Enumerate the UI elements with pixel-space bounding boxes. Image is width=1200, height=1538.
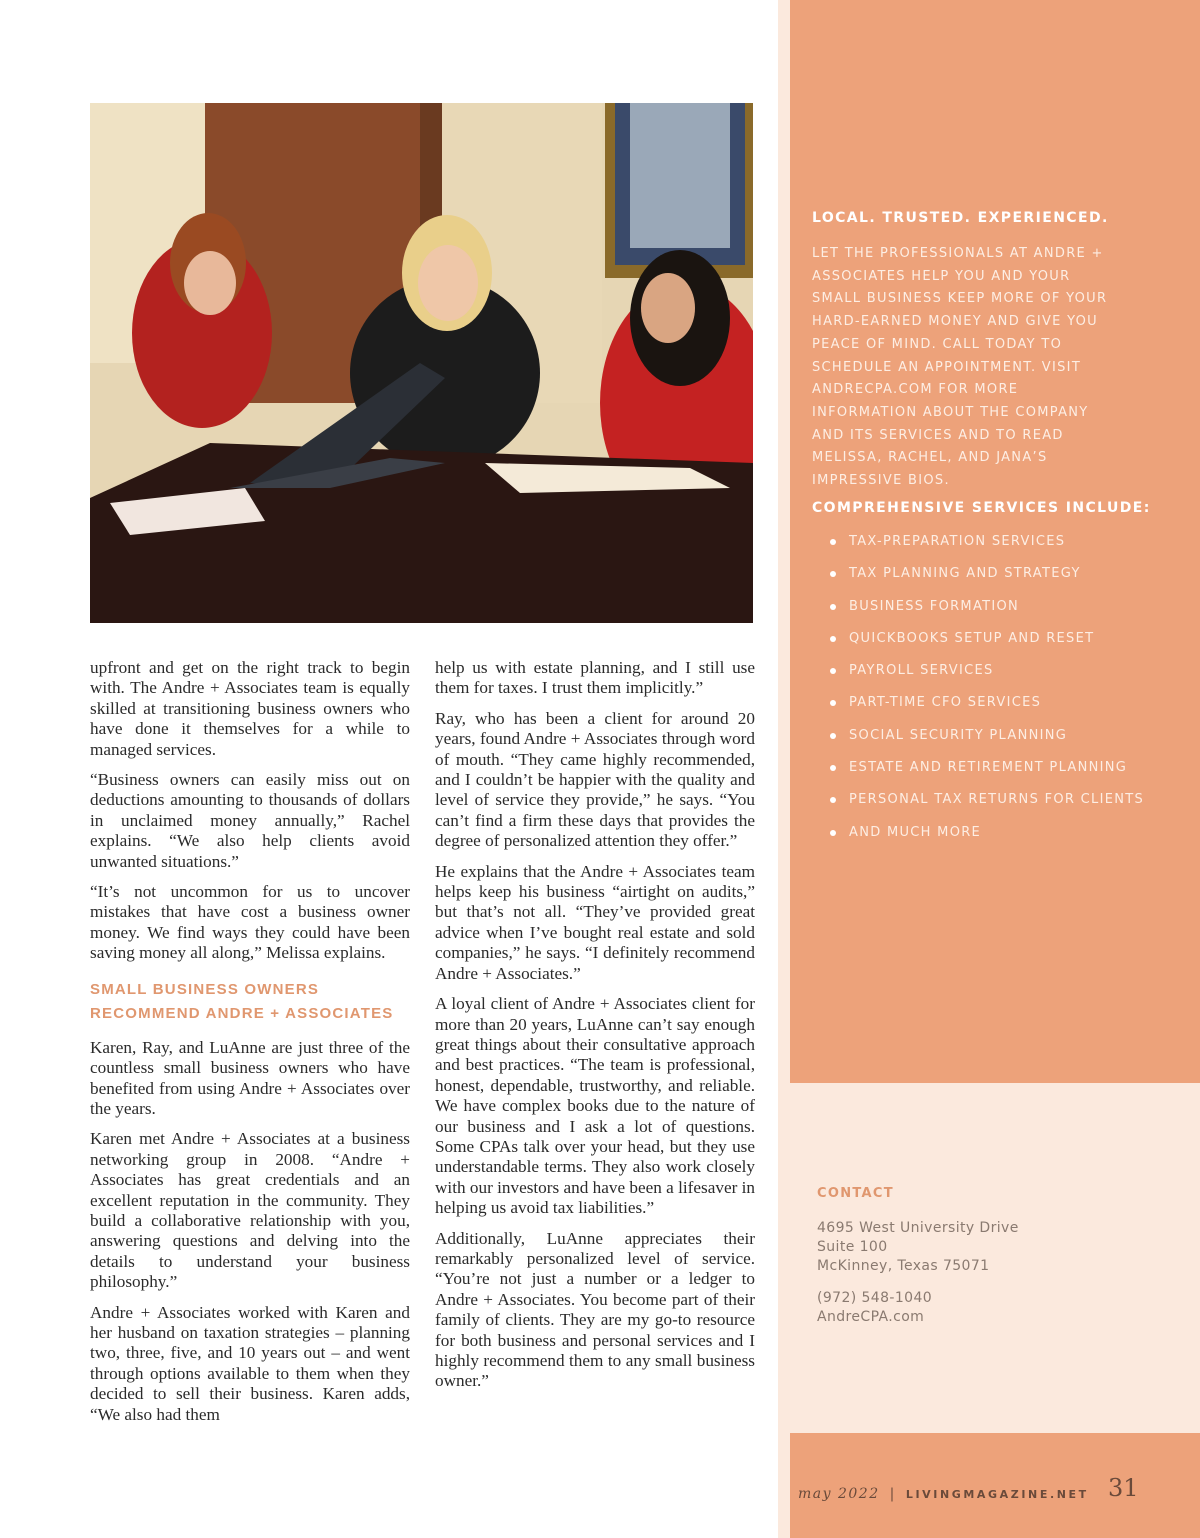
article-paragraph: “It’s not uncommon for us to uncover mistakes that have cost a business owner money. We find ways they could have been saving money all along,” Melissa explains. — [90, 882, 410, 963]
footer-separator: | — [889, 1486, 896, 1502]
article-paragraph: help us with estate planning, and I still use them for taxes. I trust them implicitly.” — [435, 658, 755, 698]
article-paragraph: Karen met Andre + Associates at a business networking group in 2008. “Andre + Associates has great credentials and an excellent reputation in the community. They build a collaborative relationship with you, answering questions and delving into the details to understand your business philosophy.” — [90, 1129, 410, 1292]
services-list-item: PERSONAL TAX RETURNS FOR CLIENTS — [830, 789, 1144, 821]
article-paragraph: A loyal client of Andre + Associates client for more than 20 years, LuAnne can’t say enough great things about their consultative approach and best practices. “The team is professional, honest, dependable, trustworthy, and reliable. We have complex books due to the nature of our business and I ask a lot of questions. Some CPAs talk over your head, but they use understandable terms. They also work closely with our investors and have been a lifesaver in helping us avoid tax liabilities.” — [435, 994, 755, 1218]
services-list-item: SOCIAL SECURITY PLANNING — [830, 725, 1144, 757]
article-photo — [90, 103, 753, 623]
services-list-item: BUSINESS FORMATION — [830, 596, 1144, 628]
article-paragraph: He explains that the Andre + Associates team helps keep his business “airtight on audits,” but that’s not all. “They’ve provided great advice when I’ve bought real estate and sold companies,” he says. “I definitely recommend Andre + Associates.” — [435, 861, 755, 983]
services-list-item: PAYROLL SERVICES — [830, 660, 1144, 692]
services-list — [830, 531, 1144, 854]
article-paragraph: Andre + Associates worked with Karen and her husband on taxation strategies – planning two, three, five, and 10 years out – and went through options available to them when they decided to sell their business. Karen adds, “We also had them — [90, 1302, 410, 1424]
contact-address — [817, 1219, 1137, 1276]
services-list-item: TAX-PREPARATION SERVICES — [830, 531, 1144, 563]
services-list-item: AND MUCH MORE — [830, 822, 1144, 854]
page-footer — [798, 1486, 1089, 1502]
article-subheading: SMALL BUSINESS OWNERS RECOMMEND ANDRE + ASSOCIATES — [90, 980, 394, 1022]
contact-phone[interactable]: (972) 548-1040 — [817, 1290, 933, 1306]
services-heading: COMPREHENSIVE SERVICES INCLUDE: — [812, 500, 1151, 516]
address-line: 4695 West University Drive — [817, 1220, 1019, 1236]
article-paragraph: Additionally, LuAnne appreciates their remarkably personalized level of service. “You’re not just a number or a ledger to Andre + Associates. You become part of their family of clients. They are my go-to resource for both business and personal services and I highly recommend them to any small business owner.” — [435, 1228, 755, 1391]
page-number: 31 — [1108, 1474, 1139, 1502]
article-column-1 — [90, 658, 410, 1435]
contact-phone-web — [817, 1289, 1137, 1327]
article-column-2 — [435, 658, 755, 1402]
article-paragraph: “Business owners can easily miss out on deductions amounting to thousands of dollars in unclaimed money annually,” Rachel explains. “We also help clients avoid unwanted situations.” — [90, 770, 410, 871]
footer-month: may 2022 — [798, 1486, 880, 1502]
sidebar-heading: LOCAL. TRUSTED. EXPERIENCED. — [812, 210, 1109, 226]
article-paragraph: upfront and get on the right track to begin with. The Andre + Associates team is equally skilled at transitioning business owners who have done it themselves for a while to managed services. — [90, 658, 410, 759]
contact-heading: CONTACT — [817, 1186, 894, 1201]
office-meeting-illustration — [90, 103, 753, 623]
services-list-item: PART-TIME CFO SERVICES — [830, 692, 1144, 724]
services-list-item: TAX PLANNING AND STRATEGY — [830, 563, 1144, 595]
article-paragraph: Ray, who has been a client for around 20 years, found Andre + Associates through word of mouth. “They came highly recommended, and I couldn’t be happier with the quality and level of service they provide,” he says. “You can’t find a firm these days that provides the degree of personalized attention they offer.” — [435, 708, 755, 851]
services-list-item: ESTATE AND RETIREMENT PLANNING — [830, 757, 1144, 789]
article-paragraph: Karen, Ray, and LuAnne are just three of the countless small business owners who have benefited from using Andre + Associates over the years. — [90, 1037, 410, 1118]
sidebar-body: LET THE PROFESSIONALS AT ANDRE + ASSOCIATES HELP YOU AND YOUR SMALL BUSINESS KEEP MORE OF YOUR HARD-EARNED MONEY AND GIVE YOU PEACE OF MIND. CALL TODAY TO SCHEDULE AN APPOINTMENT. VISIT ANDRECPA.COM FOR MORE INFORMATION ABOUT THE COMPANY AND ITS SERVICES AND TO READ MELISSA, RACHEL, AND JANA’S IMPRESSIVE BIOS. — [812, 246, 1108, 489]
contact-website-link[interactable]: AndreCPA.com — [817, 1309, 925, 1325]
footer-site-link[interactable]: LIVINGMAGAZINE.NET — [905, 1488, 1089, 1501]
address-line: Suite 100 — [817, 1239, 888, 1255]
address-line: McKinney, Texas 75071 — [817, 1258, 990, 1274]
sidebar-divider-strip — [778, 0, 790, 1538]
services-list-item: QUICKBOOKS SETUP AND RESET — [830, 628, 1144, 660]
